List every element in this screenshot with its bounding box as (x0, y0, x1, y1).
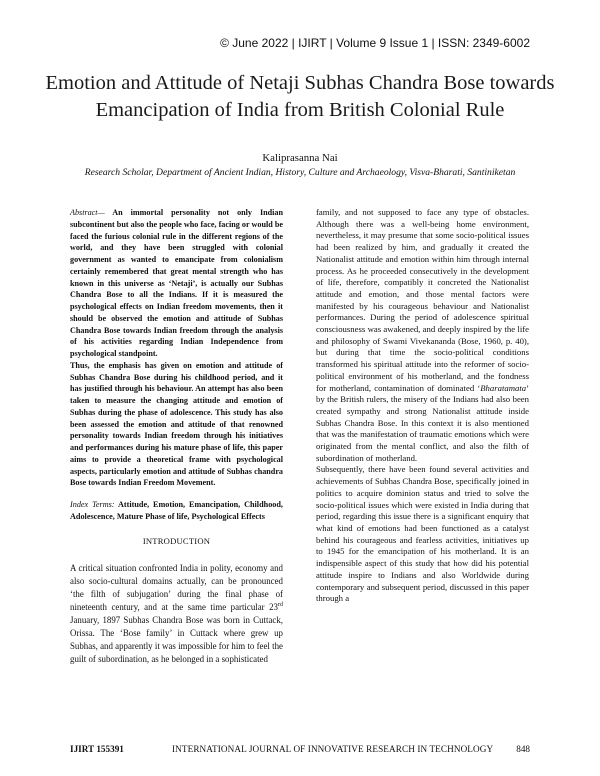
abstract-paragraph-2: Thus, the emphasis has given on emotion and attitude of Subhas Chandra Bose during his childhood period, and it has justified through his behaviour. An attempt has also been taken to measure the changing attitude and emotion of Subhas during the phase of adolescence. This study has also been assessed the emotion and attitude of that renowned personality towards Indian freedom through his initiatives and performances during his mature phase of life, this paper aims to provide a theoretical frame with psychological aspects, particularly emotion and attitude of Subhas chandra Bose towards Indian Freedom Movement. (70, 360, 283, 488)
author-name: Kaliprasanna Nai (262, 152, 338, 164)
author-affiliation: Research Scholar, Department of Ancient Indian, History, Culture and Archaeology, Visva-Bharati, Santiniketan (84, 167, 516, 178)
abstract-paragraph-1 (70, 207, 283, 360)
ordinal-superscript: rd (278, 602, 283, 609)
intro-text-b: January, 1897 Subhas Chandra Bose was born in Cuttack, Orissa. The ‘Bose family’ in Cuttack where grew up Subhas, and apparently it was impossible for him to feel the guilt of subordination, as he belonged in a sophisticated (70, 615, 283, 665)
abstract-text-1: An immortal personality not only Indian subcontinent but also the people who face, facing or would be faced the furious colonial rule in the different regions of the world, and they have been struggled with colonial government as wanted to emancipate from colonialism certainly remembered that great mental strength who has known in this universe as ‘Netaji’, is actually our Subhas Chandra Bose to all the Indians. If it is measured the psychological effects on Indian freedom movements, then it should be observed the emotion and attitude of Subhas Chandra Bose towards Indian freedom through the analysis of his activities regarding Indian Independence from psychological standpoint. (70, 208, 283, 358)
abstract-label: Abstract— (70, 208, 105, 217)
footer-journal-name: INTERNATIONAL JOURNAL OF INNOVATIVE RESEARCH IN TECHNOLOGY (172, 744, 494, 754)
index-terms-label: Index Terms: (70, 500, 115, 509)
right-paragraph-1 (316, 207, 529, 464)
right-column (316, 207, 529, 605)
section-heading-introduction: INTRODUCTION (142, 536, 211, 546)
left-column (70, 207, 283, 666)
right-text-b: ’ by the British rulers, the misery of the Indians had also been created sympathy and strong Nationalist attitude inside Subhas Chandra Bose. In this context it is also mentioned that was the manifestation of traumatic emotions which were originated from the mental conflict, and also the filth of subordination of motherland. (316, 382, 529, 463)
introduction-body (70, 562, 283, 666)
bharatamata-term: Bharatamata (480, 382, 527, 393)
index-terms (70, 499, 283, 522)
footer-paper-id: IJIRT 155391 (70, 744, 124, 754)
index-terms-text: Attitude, Emotion, Emancipation, Childhood, Adolescence, Mature Phase of life, Psychological Effects (70, 500, 283, 521)
introduction-paragraph-1 (70, 562, 283, 666)
right-text-a: family, and not supposed to face any type of obstacles. Although there was a well-being home environment, nevertheless, it may presume that some socio-political issues had been realized by him, and gradually it created the Nationalist attitude and emotion within him through internal process. As he proceeded consecutively in the development of life, therefore, compatibly it concreted the Nationalist attitude and emotion, and those mental factors were manifested by his courageous behaviour and Nationalist performances. During the period of adolescence spiritual consciousness was awakened, and deeply inspired by the life and philosophy of Swami Vivekananda (Bose, 1960, p. 40), but during that time the socio-political conditions transformed his spiritual attitude into the reformer of socio-political environment of his motherland, and the fondness for motherland, contamination of dominated ‘ (316, 207, 529, 393)
abstract (70, 207, 283, 489)
journal-header: © June 2022 | IJIRT | Volume 9 Issue 1 | ISSN: 2349-6002 (220, 36, 530, 50)
intro-text-a: A critical situation confronted India in polity, economy and also socio-cultural domains actually, can be pronounced ‘the filth of subjugation’ during the final phase of nineteenth century, and at the same time particular 23 (70, 562, 283, 612)
page-number: 848 (516, 744, 530, 754)
paper-title: Emotion and Attitude of Netaji Subhas Chandra Bose towards Emancipation of India from British Colonial Rule (45, 72, 555, 121)
right-paragraph-2: Subsequently, there have been found several activities and achievements of Subhas Chandra Bose, specifically joined in politics to acquire dominion status and tried to solve the socio-political issues which were existed in India during that period, regarding this issue there is a significant enquiry that what kind of emotions had been functioned as a catalyst behind his courageous and fearless activities, initiatives up to 1945 for the emancipation of his motherland. It is an indispensible aspect of this study that how did his potential attitude inspire to Indians and also Worldwide during contemporary and subsequent period, discussed in this paper through a (316, 464, 529, 604)
